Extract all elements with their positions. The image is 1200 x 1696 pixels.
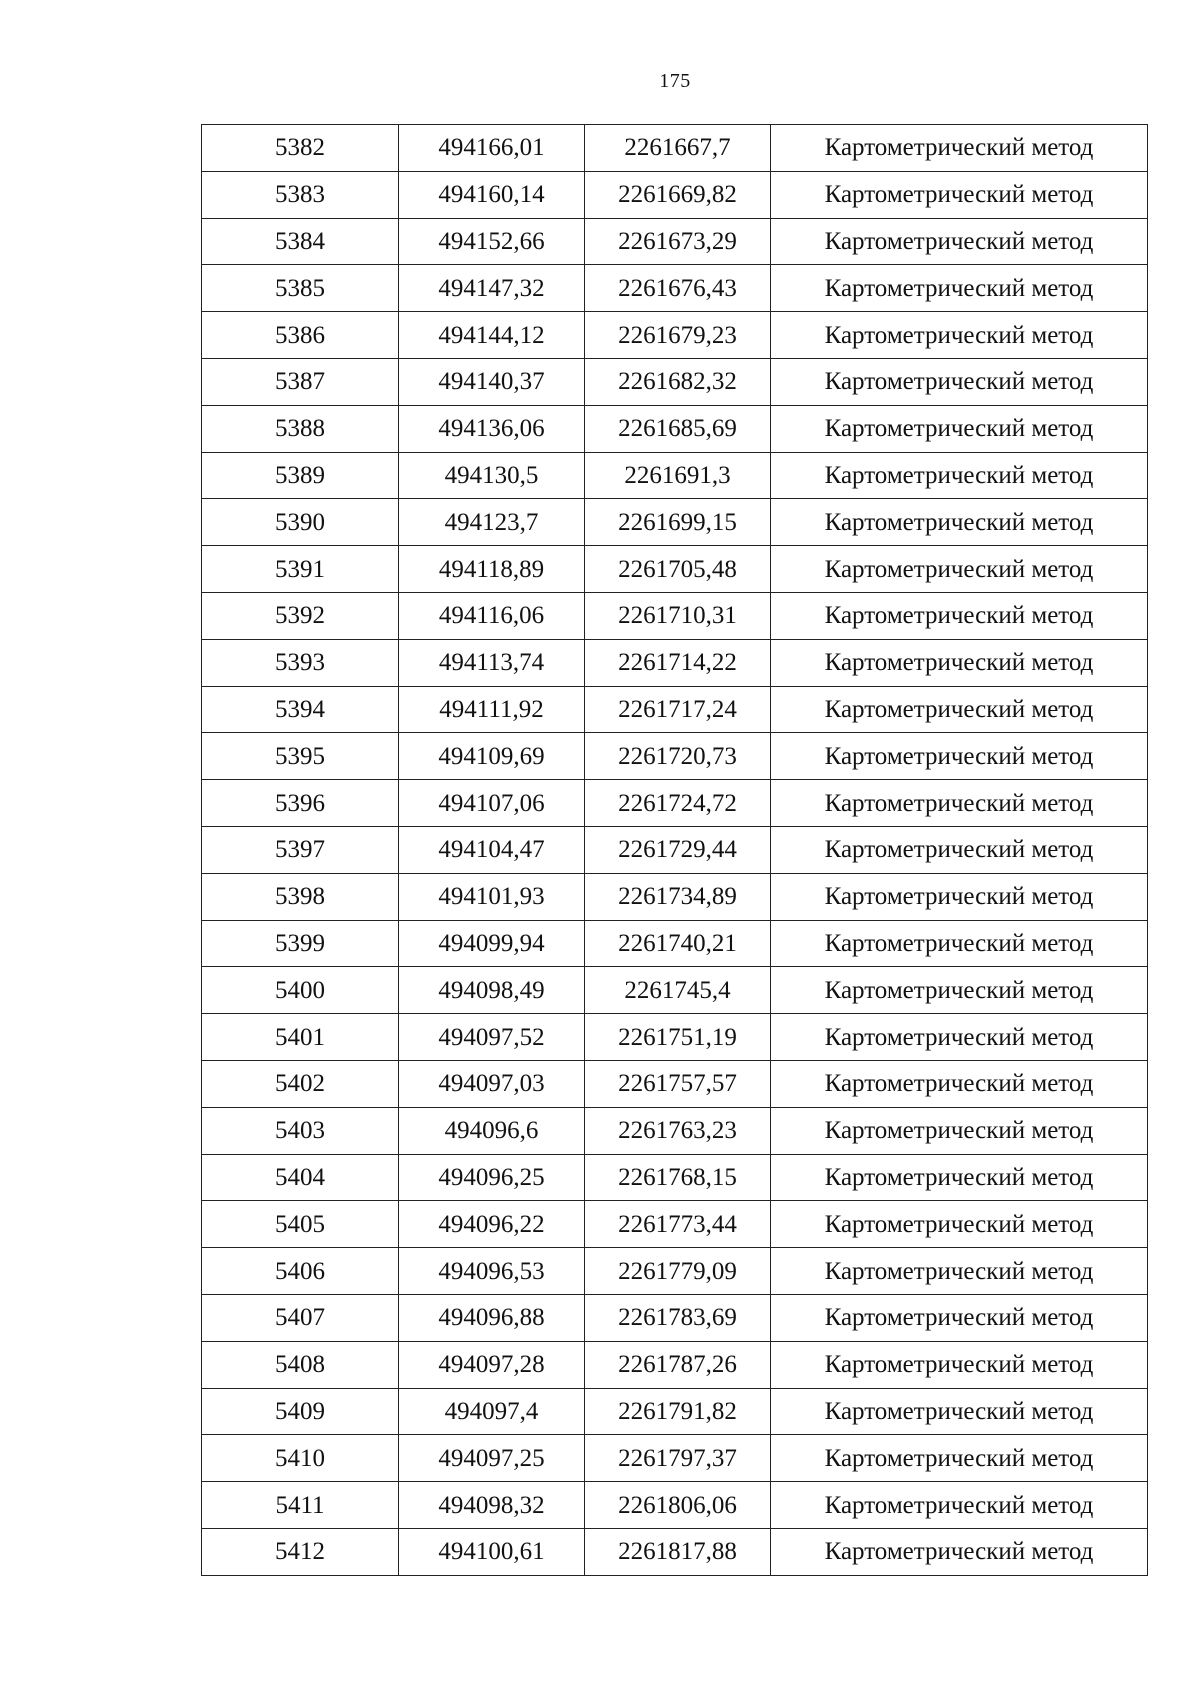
x-coordinate-cell: 494113,74	[399, 639, 585, 686]
point-number-cell: 5384	[202, 218, 399, 265]
table-row	[202, 125, 1148, 172]
y-coordinate-cell: 2261729,44	[585, 826, 771, 873]
table-row	[202, 1341, 1148, 1388]
method-cell: Картометрический метод	[771, 1528, 1148, 1575]
x-coordinate-cell: 494144,12	[399, 312, 585, 359]
table-row	[202, 358, 1148, 405]
y-coordinate-cell: 2261791,82	[585, 1388, 771, 1435]
point-number-cell: 5386	[202, 312, 399, 359]
x-coordinate-cell: 494096,22	[399, 1201, 585, 1248]
y-coordinate-cell: 2261734,89	[585, 873, 771, 920]
method-cell: Картометрический метод	[771, 125, 1148, 172]
y-coordinate-cell: 2261763,23	[585, 1107, 771, 1154]
point-number-cell: 5394	[202, 686, 399, 733]
x-coordinate-cell: 494096,53	[399, 1248, 585, 1295]
method-cell: Картометрический метод	[771, 826, 1148, 873]
table-row	[202, 265, 1148, 312]
table-row	[202, 780, 1148, 827]
table-row	[202, 312, 1148, 359]
method-cell: Картометрический метод	[771, 780, 1148, 827]
point-number-cell: 5409	[202, 1388, 399, 1435]
method-cell: Картометрический метод	[771, 1341, 1148, 1388]
point-number-cell: 5392	[202, 592, 399, 639]
method-cell: Картометрический метод	[771, 1014, 1148, 1061]
y-coordinate-cell: 2261751,19	[585, 1014, 771, 1061]
table-row	[202, 686, 1148, 733]
point-number-cell: 5396	[202, 780, 399, 827]
y-coordinate-cell: 2261806,06	[585, 1482, 771, 1529]
table-row	[202, 1435, 1148, 1482]
y-coordinate-cell: 2261691,3	[585, 452, 771, 499]
table-row	[202, 218, 1148, 265]
y-coordinate-cell: 2261783,69	[585, 1294, 771, 1341]
point-number-cell: 5412	[202, 1528, 399, 1575]
point-number-cell: 5404	[202, 1154, 399, 1201]
y-coordinate-cell: 2261699,15	[585, 499, 771, 546]
x-coordinate-cell: 494096,6	[399, 1107, 585, 1154]
method-cell: Картометрический метод	[771, 499, 1148, 546]
method-cell: Картометрический метод	[771, 452, 1148, 499]
x-coordinate-cell: 494097,28	[399, 1341, 585, 1388]
method-cell: Картометрический метод	[771, 218, 1148, 265]
x-coordinate-cell: 494166,01	[399, 125, 585, 172]
table-row	[202, 1154, 1148, 1201]
x-coordinate-cell: 494130,5	[399, 452, 585, 499]
point-number-cell: 5395	[202, 733, 399, 780]
point-number-cell: 5407	[202, 1294, 399, 1341]
point-number-cell: 5405	[202, 1201, 399, 1248]
coordinates-table	[201, 124, 1148, 1576]
y-coordinate-cell: 2261720,73	[585, 733, 771, 780]
table-row	[202, 405, 1148, 452]
method-cell: Картометрический метод	[771, 733, 1148, 780]
point-number-cell: 5397	[202, 826, 399, 873]
y-coordinate-cell: 2261682,32	[585, 358, 771, 405]
method-cell: Картометрический метод	[771, 873, 1148, 920]
table-row	[202, 1248, 1148, 1295]
x-coordinate-cell: 494101,93	[399, 873, 585, 920]
method-cell: Картометрический метод	[771, 686, 1148, 733]
point-number-cell: 5410	[202, 1435, 399, 1482]
x-coordinate-cell: 494100,61	[399, 1528, 585, 1575]
y-coordinate-cell: 2261669,82	[585, 171, 771, 218]
x-coordinate-cell: 494109,69	[399, 733, 585, 780]
y-coordinate-cell: 2261724,72	[585, 780, 771, 827]
y-coordinate-cell: 2261705,48	[585, 546, 771, 593]
table-row	[202, 873, 1148, 920]
point-number-cell: 5390	[202, 499, 399, 546]
method-cell: Картометрический метод	[771, 546, 1148, 593]
method-cell: Картометрический метод	[771, 592, 1148, 639]
method-cell: Картометрический метод	[771, 920, 1148, 967]
y-coordinate-cell: 2261745,4	[585, 967, 771, 1014]
table-row	[202, 499, 1148, 546]
y-coordinate-cell: 2261679,23	[585, 312, 771, 359]
point-number-cell: 5399	[202, 920, 399, 967]
x-coordinate-cell: 494123,7	[399, 499, 585, 546]
y-coordinate-cell: 2261667,7	[585, 125, 771, 172]
point-number-cell: 5383	[202, 171, 399, 218]
y-coordinate-cell: 2261773,44	[585, 1201, 771, 1248]
page-number: 175	[659, 70, 691, 92]
x-coordinate-cell: 494098,32	[399, 1482, 585, 1529]
table-row	[202, 1482, 1148, 1529]
table-row	[202, 639, 1148, 686]
point-number-cell: 5402	[202, 1060, 399, 1107]
method-cell: Картометрический метод	[771, 967, 1148, 1014]
table-row	[202, 1107, 1148, 1154]
table-row	[202, 452, 1148, 499]
table-row	[202, 826, 1148, 873]
x-coordinate-cell: 494140,37	[399, 358, 585, 405]
table-row	[202, 1201, 1148, 1248]
y-coordinate-cell: 2261740,21	[585, 920, 771, 967]
x-coordinate-cell: 494111,92	[399, 686, 585, 733]
y-coordinate-cell: 2261817,88	[585, 1528, 771, 1575]
table-row	[202, 171, 1148, 218]
y-coordinate-cell: 2261779,09	[585, 1248, 771, 1295]
point-number-cell: 5385	[202, 265, 399, 312]
method-cell: Картометрический метод	[771, 1201, 1148, 1248]
point-number-cell: 5387	[202, 358, 399, 405]
table-row	[202, 1014, 1148, 1061]
y-coordinate-cell: 2261676,43	[585, 265, 771, 312]
y-coordinate-cell: 2261717,24	[585, 686, 771, 733]
y-coordinate-cell: 2261797,37	[585, 1435, 771, 1482]
x-coordinate-cell: 494104,47	[399, 826, 585, 873]
x-coordinate-cell: 494160,14	[399, 171, 585, 218]
table-row	[202, 1528, 1148, 1575]
method-cell: Картометрический метод	[771, 312, 1148, 359]
point-number-cell: 5411	[202, 1482, 399, 1529]
method-cell: Картометрический метод	[771, 1060, 1148, 1107]
table-row	[202, 920, 1148, 967]
point-number-cell: 5388	[202, 405, 399, 452]
y-coordinate-cell: 2261787,26	[585, 1341, 771, 1388]
y-coordinate-cell: 2261673,29	[585, 218, 771, 265]
method-cell: Картометрический метод	[771, 405, 1148, 452]
y-coordinate-cell: 2261768,15	[585, 1154, 771, 1201]
point-number-cell: 5406	[202, 1248, 399, 1295]
table-row	[202, 1294, 1148, 1341]
method-cell: Картометрический метод	[771, 639, 1148, 686]
table-row	[202, 733, 1148, 780]
method-cell: Картометрический метод	[771, 358, 1148, 405]
method-cell: Картометрический метод	[771, 1248, 1148, 1295]
method-cell: Картометрический метод	[771, 1107, 1148, 1154]
table-row	[202, 546, 1148, 593]
x-coordinate-cell: 494099,94	[399, 920, 585, 967]
y-coordinate-cell: 2261714,22	[585, 639, 771, 686]
x-coordinate-cell: 494116,06	[399, 592, 585, 639]
table-row	[202, 592, 1148, 639]
y-coordinate-cell: 2261710,31	[585, 592, 771, 639]
x-coordinate-cell: 494096,88	[399, 1294, 585, 1341]
x-coordinate-cell: 494107,06	[399, 780, 585, 827]
point-number-cell: 5403	[202, 1107, 399, 1154]
point-number-cell: 5391	[202, 546, 399, 593]
coordinates-table-body	[202, 125, 1148, 1576]
point-number-cell: 5401	[202, 1014, 399, 1061]
point-number-cell: 5398	[202, 873, 399, 920]
method-cell: Картометрический метод	[771, 1482, 1148, 1529]
y-coordinate-cell: 2261685,69	[585, 405, 771, 452]
point-number-cell: 5408	[202, 1341, 399, 1388]
x-coordinate-cell: 494118,89	[399, 546, 585, 593]
method-cell: Картометрический метод	[771, 1388, 1148, 1435]
x-coordinate-cell: 494152,66	[399, 218, 585, 265]
x-coordinate-cell: 494097,52	[399, 1014, 585, 1061]
point-number-cell: 5389	[202, 452, 399, 499]
point-number-cell: 5400	[202, 967, 399, 1014]
x-coordinate-cell: 494097,4	[399, 1388, 585, 1435]
table-row	[202, 1060, 1148, 1107]
y-coordinate-cell: 2261757,57	[585, 1060, 771, 1107]
method-cell: Картометрический метод	[771, 265, 1148, 312]
point-number-cell: 5382	[202, 125, 399, 172]
x-coordinate-cell: 494136,06	[399, 405, 585, 452]
point-number-cell: 5393	[202, 639, 399, 686]
x-coordinate-cell: 494097,03	[399, 1060, 585, 1107]
table-row	[202, 1388, 1148, 1435]
method-cell: Картометрический метод	[771, 171, 1148, 218]
method-cell: Картометрический метод	[771, 1294, 1148, 1341]
x-coordinate-cell: 494097,25	[399, 1435, 585, 1482]
x-coordinate-cell: 494098,49	[399, 967, 585, 1014]
method-cell: Картометрический метод	[771, 1154, 1148, 1201]
x-coordinate-cell: 494096,25	[399, 1154, 585, 1201]
table-row	[202, 967, 1148, 1014]
method-cell: Картометрический метод	[771, 1435, 1148, 1482]
x-coordinate-cell: 494147,32	[399, 265, 585, 312]
